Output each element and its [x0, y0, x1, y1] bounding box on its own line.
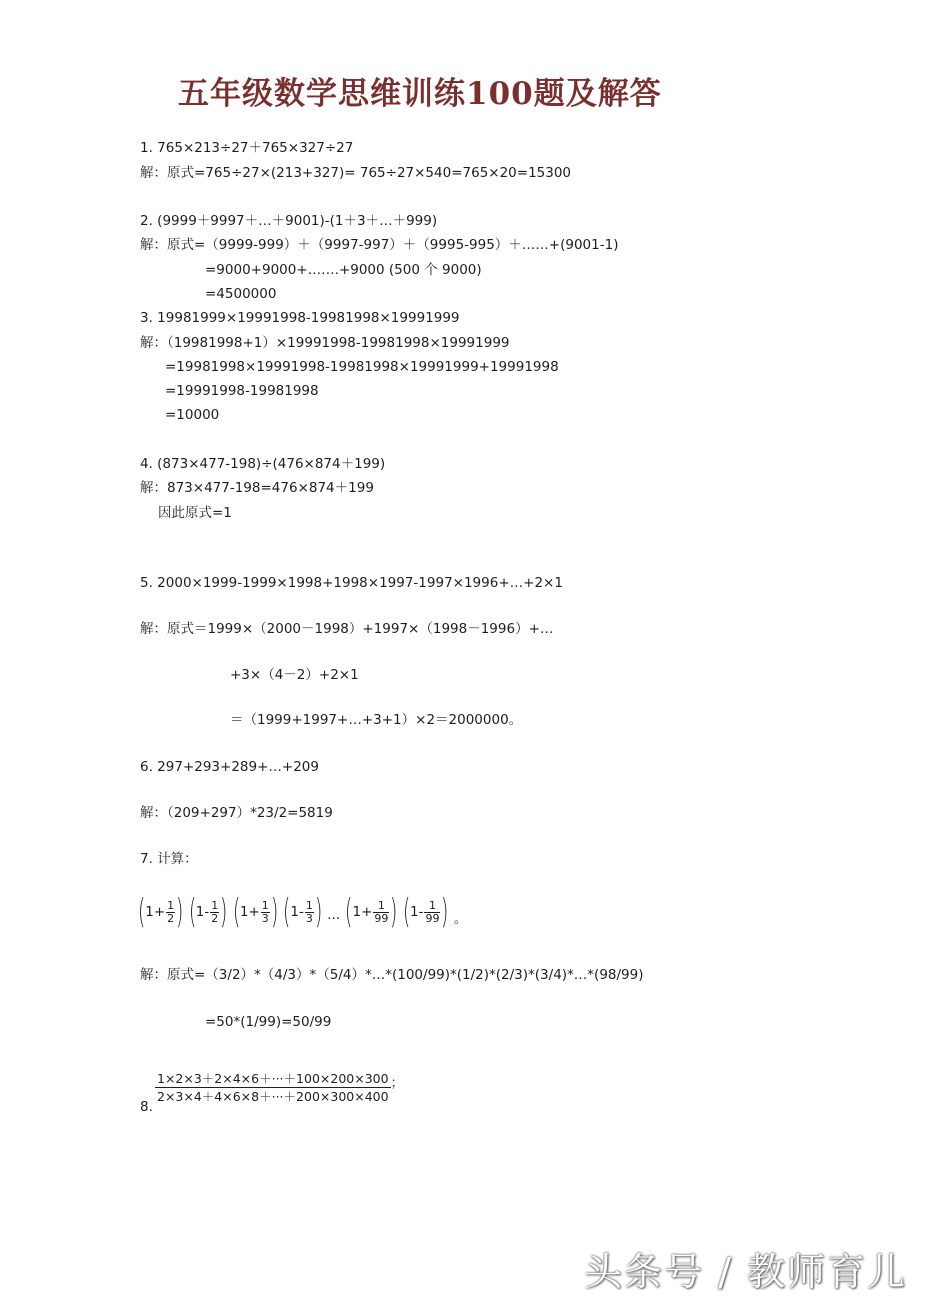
expression-end: 。 — [453, 911, 468, 927]
answer-3-line-2: =19981998×19991998-19981998×19991999+19991998 — [165, 359, 559, 375]
factor-1-plus-1-99: ( 1 + $\frac{1}{99}$ ) — [345, 892, 398, 932]
question-1: 1. 765×213÷27＋765×327÷27 — [140, 140, 354, 156]
watermark: 头条号 / 教师育儿 — [584, 1250, 907, 1294]
answer-2-line-2: =9000+9000+…….+9000 (500 个 9000) — [205, 262, 482, 278]
answer-2-line-3: =4500000 — [205, 286, 277, 302]
answer-3-line-4: =10000 — [165, 407, 220, 423]
page-title: 五年级数学思维训练100题及解答 — [178, 76, 662, 112]
factor-1-plus-half: ( 1 + $\frac{1}{2}$ ) — [137, 892, 184, 932]
answer-5-line-2: +3×（4－2）+2×1 — [230, 667, 359, 683]
factor-1-minus-third: ( 1 - $\frac{1}{3}$ ) — [283, 892, 323, 932]
question-5: 5. 2000×1999-1999×1998+1998×1997-1997×1996+…+2×1 — [140, 575, 563, 591]
factor-1-plus-third: ( 1 + $\frac{1}{3}$ ) — [232, 892, 279, 932]
question-6: 6. 297+293+289+…+209 — [140, 759, 319, 775]
answer-2-line-1: 解：原式=（9999-999）＋（9997-997）＋（9995-995）＋……+(9001-1) — [140, 237, 619, 253]
question-7: 7. 计算： — [140, 851, 198, 867]
answer-3-line-1: 解：（19981998+1）×19991998-19981998×19991999 — [140, 335, 510, 351]
question-3: 3. 19981999×19991998-19981998×19991999 — [140, 310, 460, 326]
question-8-number: 8. — [140, 1099, 153, 1115]
answer-5-line-1: 解：原式＝1999×（2000－1998）+1997×（1998－1996）+… — [140, 621, 554, 637]
fraction-end: ； — [390, 1076, 404, 1091]
answer-4-line-1: 解：873×477-198=476×874＋199 — [140, 480, 374, 496]
question-2: 2. (9999＋9997＋…＋9001)-(1＋3＋…＋999) — [140, 213, 438, 229]
answer-6: 解：（209+297）*23/2=5819 — [140, 805, 333, 821]
factor-1-minus-1-99: ( 1 - $\frac{1}{99}$ ) — [402, 892, 449, 932]
fraction-denominator: 2×3×4＋4×6×8＋···＋200×300×400 — [157, 1089, 389, 1104]
answer-7-line-1: 解：原式=（3/2）*（4/3）*（5/4）*…*(100/99)*(1/2)*(2/3)*(3/4)*…*(98/99) — [140, 967, 644, 983]
factor-1-minus-half: ( 1 - $\frac{1}{2}$ ) — [188, 892, 228, 932]
question-8-fraction — [155, 1070, 404, 1105]
answer-5-line-3: ＝（1999+1997+…+3+1）×2＝2000000。 — [230, 712, 523, 728]
answer-4-line-2: 因此原式=1 — [158, 505, 232, 521]
answer-7-line-2: =50*(1/99)=50/99 — [205, 1014, 332, 1030]
ellipsis: ··· — [327, 911, 341, 927]
question-4: 4. (873×477-198)÷(476×874＋199) — [140, 456, 386, 472]
answer-3-line-3: =19991998-19981998 — [165, 383, 319, 399]
answer-1: 解：原式=765÷27×(213+327)= 765÷27×540=765×20=15300 — [140, 165, 572, 181]
question-7-expression — [138, 894, 467, 930]
fraction-numerator: 1×2×3＋2×4×6＋···＋100×200×300 — [157, 1071, 389, 1086]
